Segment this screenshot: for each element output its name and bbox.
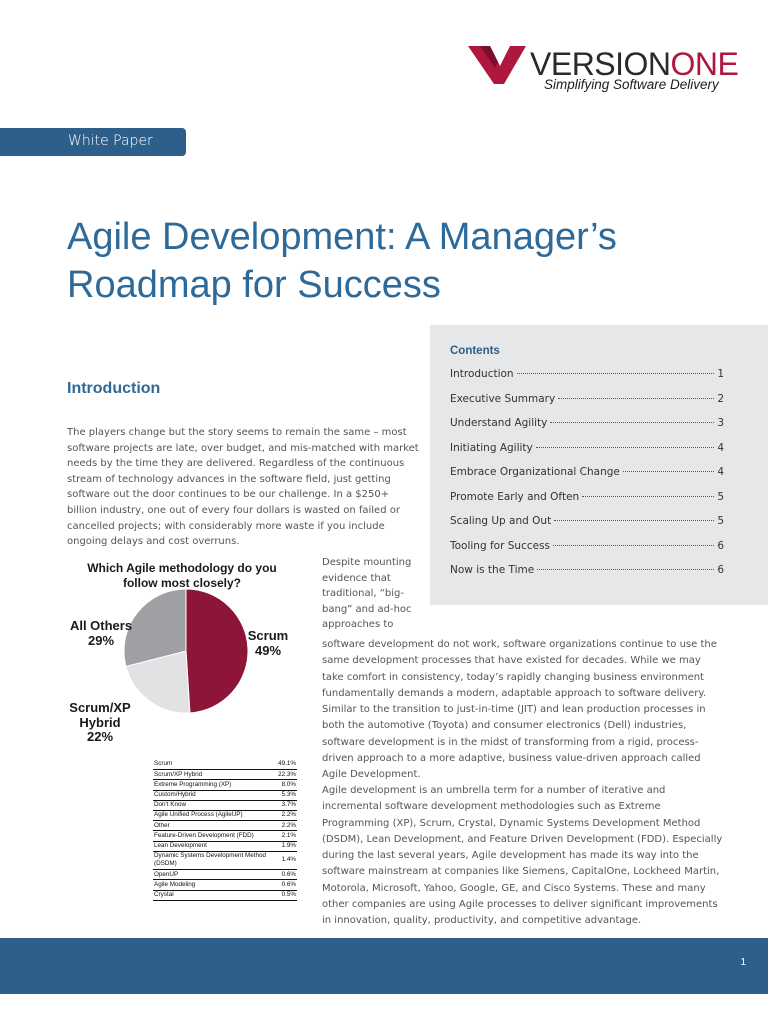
- pie-label-scrum: [244, 629, 292, 658]
- contents-list: [450, 368, 724, 589]
- chart-title: Which Agile methodology do you follow most closely?: [87, 561, 277, 590]
- toc-label: Scaling Up and Out: [450, 515, 552, 527]
- toc-page-number: 4: [717, 466, 724, 478]
- introduction-heading: Introduction: [67, 380, 161, 397]
- toc-leader-dots: [517, 373, 715, 374]
- toc-leader-dots: [558, 398, 714, 399]
- methodology-percent-cell: 1.9%: [269, 841, 297, 851]
- toc-item-now-is-the-time[interactable]: [450, 564, 724, 589]
- introduction-paragraph: The players change but the story seems to remain the same – most software projects are late, over budget, and mis-matched with market needs by the time they are delivered. Regardless of the continuous stream of technology advances in the software field, just getting software out the door continues to be our challenge. In a $250+ billion industry, one out of every four dollars is wasted on failed or cancelled projects; with considerably more waste if you include ongoing delays and cost overruns.: [67, 427, 419, 548]
- body-paragraph-1-start: Despite mounting evidence that traditional, “big-bang” and ad-hoc approaches to: [322, 557, 412, 631]
- methodology-name-cell: Agile Unified Process (AgileUP): [153, 810, 269, 820]
- logo-word-one: ONE: [670, 46, 739, 82]
- toc-leader-dots: [554, 520, 714, 521]
- toc-item-promote-early-and-often[interactable]: [450, 491, 724, 516]
- table-row: [153, 821, 297, 831]
- table-row: [153, 760, 297, 770]
- toc-leader-dots: [582, 496, 714, 497]
- table-row: [153, 800, 297, 810]
- table-row: [153, 780, 297, 790]
- table-row: [153, 841, 297, 851]
- toc-label: Tooling for Success: [450, 539, 551, 552]
- methodology-percent-cell: 0.6%: [269, 880, 297, 890]
- pie-slice-scrum: [186, 589, 248, 713]
- methodology-name-cell: Feature-Driven Development (FDD): [153, 831, 269, 841]
- methodology-percent-cell: 22.3%: [269, 770, 297, 780]
- pie-label-name: All Others: [69, 618, 133, 633]
- body-paragraph-2: Agile development is an umbrella term for a number of iterative and incremental software development methodologies such as Extreme Programming (XP), Scrum, Crystal, Dynamic Systems Development Method (DSDM), Lean Development, and Feature Driven Development (FDD). Especially during the last several years, Agile development has made its way into the software mainstream at companies like Siemens, CapitalOne, Lockheed Martin, Motorola, Microsoft, Yahoo, Google, GE, and Cisco Systems. These and many other companies are using Agile processes to deliver significant improvements in innovation, quality, productivity, and competitive advantage.: [322, 785, 723, 927]
- toc-label: Executive Summary: [450, 392, 556, 405]
- methodology-percent-cell: 0.5%: [269, 890, 297, 900]
- toc-page-number: 5: [717, 515, 724, 527]
- toc-item-introduction[interactable]: [450, 368, 724, 393]
- toc-label: Now is the Time: [450, 564, 535, 576]
- versionone-logo: [468, 44, 739, 94]
- pie-label-value: 29%: [87, 632, 115, 648]
- table-row: [153, 880, 297, 890]
- pie-label-name: Scrum: [247, 628, 289, 643]
- pie-label-all-others: [62, 619, 140, 648]
- methodology-name-cell: Crystal: [153, 890, 269, 900]
- table-row: [153, 890, 297, 900]
- methodology-percent-cell: 0.6%: [269, 870, 297, 880]
- white-paper-label: White Paper: [68, 133, 153, 149]
- pie-label-value: 22%: [86, 729, 114, 744]
- toc-page-number: 3: [717, 417, 724, 429]
- methodology-name-cell: Other: [153, 821, 269, 831]
- toc-label: Promote Early and Often: [450, 490, 580, 503]
- title-line-2: Roadmap for Success: [67, 264, 441, 306]
- table-row: [153, 810, 297, 820]
- methodology-name-cell: Custom/Hybrid: [153, 790, 269, 800]
- methodology-name-cell: Lean Development: [153, 841, 269, 851]
- toc-leader-dots: [553, 545, 714, 546]
- pie-label-name: Scrum/XP Hybrid: [69, 700, 131, 730]
- toc-item-understand-agility[interactable]: [450, 417, 724, 442]
- methodology-pie-chart: [124, 575, 248, 727]
- body-paragraph-1-continued: software development do not work, software organizations continue to use the same development processes that have existed for decades. While we may take comfort in consistency, today’s rapidly changing business environment fundamentally demands a modern, adaptable approach to software delivery. Similar to the transition to just-in-time (JIT) and lean production processes in both the automotive (Toyota) and consumer electronics (Dell) industries, software development is in the midst of transforming from a rigid, process-driven approach to a more adaptive, business value-driven approach called Agile Development.: [322, 639, 717, 781]
- methodology-percent-cell: 1.4%: [269, 851, 297, 870]
- methodology-name-cell: Extreme Programming (XP): [153, 780, 269, 790]
- toc-leader-dots: [537, 569, 714, 570]
- table-row: [153, 851, 297, 870]
- logo-tagline: Simplifying Software Delivery: [544, 77, 719, 92]
- table-row: [153, 770, 297, 780]
- toc-leader-dots: [536, 447, 715, 448]
- pie-label-value: 49%: [254, 642, 282, 658]
- toc-page-number: 5: [717, 490, 724, 503]
- methodology-percent-cell: 49.1%: [269, 760, 297, 770]
- logo-word-version: VERSION: [530, 46, 671, 82]
- toc-page-number: 4: [717, 441, 724, 454]
- title-line-1: Agile Development: A Manager’s: [67, 216, 617, 258]
- contents-heading: Contents: [450, 345, 500, 357]
- toc-item-embrace-organizational-change[interactable]: [450, 466, 724, 491]
- toc-page-number: 1: [717, 368, 724, 380]
- document-title: [67, 213, 667, 309]
- toc-label: Embrace Organizational Change: [450, 466, 620, 478]
- toc-leader-dots: [623, 471, 714, 472]
- methodology-name-cell: Scrum/XP Hybrid: [153, 770, 269, 780]
- methodology-name-cell: Agile Modeling: [153, 880, 269, 890]
- table-row: [153, 831, 297, 841]
- toc-item-tooling-for-success[interactable]: [450, 540, 724, 565]
- table-row: [153, 790, 297, 800]
- footer-band: [0, 938, 768, 994]
- toc-label: Introduction: [450, 368, 514, 380]
- toc-leader-dots: [550, 422, 714, 423]
- white-paper-tab: [0, 128, 186, 156]
- methodology-percent-cell: 5.3%: [269, 790, 297, 800]
- toc-page-number: 6: [717, 564, 724, 576]
- toc-item-scaling-up-and-out[interactable]: [450, 515, 724, 540]
- methodology-percent-cell: 8.0%: [269, 780, 297, 790]
- contents-box: [430, 325, 768, 605]
- toc-label: Understand Agility: [450, 417, 548, 429]
- methodology-percent-cell: 3.7%: [269, 800, 297, 810]
- toc-page-number: 2: [717, 392, 724, 405]
- pie-label-scrum-xp-hybrid: [62, 701, 138, 745]
- methodology-percent-cell: 2.2%: [269, 821, 297, 831]
- methodology-name-cell: Dynamic Systems Development Method (DSDM): [153, 851, 269, 870]
- methodology-percent-cell: 2.2%: [269, 810, 297, 820]
- methodology-name-cell: Don't Know: [153, 800, 269, 810]
- toc-item-executive-summary[interactable]: [450, 393, 724, 418]
- versionone-mark-icon: [468, 44, 528, 84]
- methodology-name-cell: OpenUP: [153, 870, 269, 880]
- toc-item-initiating-agility[interactable]: [450, 442, 724, 467]
- toc-label: Initiating Agility: [450, 441, 533, 454]
- table-row: [153, 870, 297, 880]
- page-number: 1: [740, 957, 746, 968]
- methodology-percent-cell: 2.1%: [269, 831, 297, 841]
- methodology-name-cell: Scrum: [153, 760, 269, 770]
- toc-page-number: 6: [717, 539, 724, 552]
- survey-results-table: [153, 760, 297, 901]
